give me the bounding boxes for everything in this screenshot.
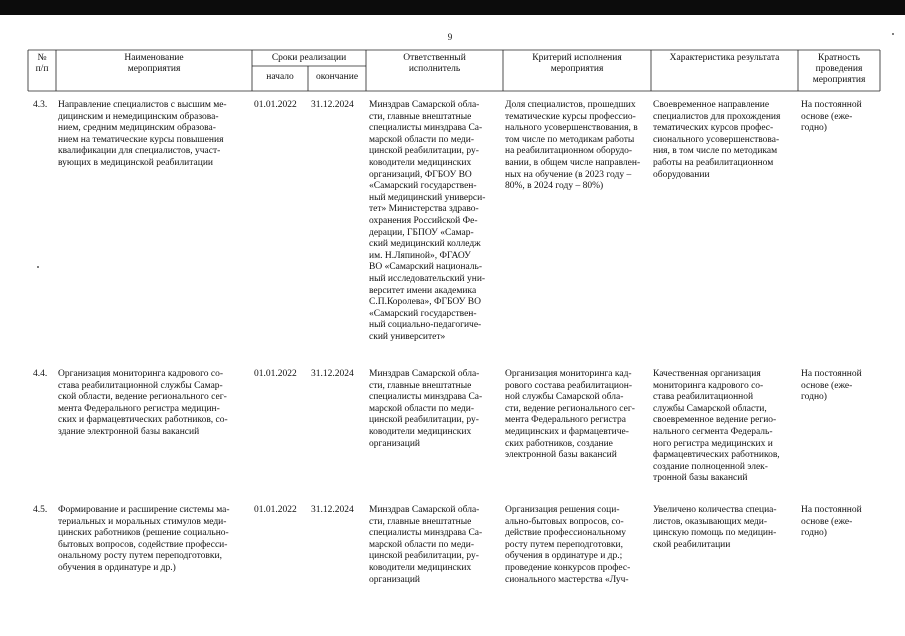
row-criterion: Организация решения соци- ально-бытовых вопросов, со- действие профессиональному росту путем переподготовки, обучения в ординатуре и др.; проведение конкурсов профес- сионального мастерства «Луч-	[505, 505, 631, 585]
row-number: 4.4.	[33, 369, 48, 379]
header-result: Характеристика результата	[669, 53, 780, 63]
header-start: начало	[266, 72, 294, 82]
row-responsible: Минздрав Самарской обла- сти, главные внештатные специалисты минздрава Са- марской области по меди- цинской реабилитации, ру- ководители медицинских организаций	[369, 505, 483, 585]
row-result: Увеличено количества специа- листов, оказывающих меди- цинскую помощь по медицин- ской реабилитации	[653, 505, 777, 550]
scan-speck	[892, 33, 894, 35]
row-criterion: Организация мониторинга кад- рового состава реабилитацион- ной службы Самарской обла- сти, ведение регионального сег- мента Федерального регистра медицинских и фармацевтиче- ских работников, создание электронной базы вакансий	[505, 369, 635, 461]
header-period: Сроки реализации	[271, 53, 347, 63]
row-number: 4.3.	[33, 100, 48, 110]
page-number: 9	[447, 32, 453, 42]
row-start-date: 01.01.2022	[254, 369, 297, 379]
header-num: № п/п	[35, 53, 49, 74]
header-frequency: Кратность проведения мероприятия	[812, 53, 866, 85]
row-result: Своевременное направление специалистов для прохождения тематических курсов профес- сионального усовершенствова- ния, в том числе по методикам работы на реабилитационном оборудовании	[653, 100, 781, 180]
scan-speck	[37, 266, 39, 268]
header-criterion: Критерий исполнения мероприятия	[532, 53, 622, 74]
row-name: Организация мониторинга кадрового со- става реабилитационной службы Самар- ской области, ведение регионального сег- мента Федерального регистра медицин- ских и фармацевтических работников, со- здание электронной базы вакансий	[58, 369, 228, 437]
row-result: Качественная организация мониторинга кадрового со- става реабилитационной службы Самарской области, своевременное ведение регио- нального сегмента Федераль- ного регистра медицинских и фармацевтических работников, создание полноценной элек- тронной базы вакансий	[653, 369, 780, 484]
row-start-date: 01.01.2022	[254, 100, 297, 110]
row-frequency: На постоянной основе (еже- годно)	[801, 505, 862, 539]
row-number: 4.5.	[33, 505, 48, 515]
row-frequency: На постоянной основе (еже- годно)	[801, 100, 862, 134]
row-name: Формирование и расширение системы ма- териальных и моральных стимулов меди- цинских работников (решение социально- бытовых вопросов, содействие професси- ональному росту путем переподготовки, обучения в ординатуре и др.)	[58, 505, 230, 573]
row-responsible: Минздрав Самарской обла- сти, главные внештатные специалисты минздрава Са- марской области по меди- цинской реабилитации, ру- ководители медицинских организаций	[369, 369, 483, 449]
row-end-date: 31.12.2024	[311, 505, 354, 515]
row-frequency: На постоянной основе (еже- годно)	[801, 369, 862, 403]
row-responsible: Минздрав Самарской обла- сти, главные внештатные специалисты минздрава Са- марской области по меди- цинской реабилитации, ру- ководители медицинских организаций, ФГБОУ ВО «Самарский государствен- ный медицинский универси- тет» Министерства здраво- охранения Российской Фе- дерации, ГБПОУ «Самар- ский медицинский колледж им. Н.Ляпиной», ФГАОУ ВО «Самарский националь- ный исследовательский уни- верситет имени академика С.П.Королева», ФГБОУ ВО «Самарский государствен- ный социально-педагогиче- ский университет»	[369, 100, 486, 342]
row-end-date: 31.12.2024	[311, 369, 354, 379]
row-start-date: 01.01.2022	[254, 505, 297, 515]
header-responsible: Ответственный исполнитель	[403, 53, 466, 74]
header-name: Наименование мероприятия	[124, 53, 184, 74]
header-end: окончание	[315, 72, 359, 82]
row-criterion: Доля специалистов, прошедших тематические курсы профессио- нального усовершенствования, в том числе по методикам работы на реабилитационном оборудо- вании, в общем числе направлен- ных на обучение (в 2023 году – 80%, в 2024 году – 80%)	[505, 100, 641, 192]
row-end-date: 31.12.2024	[311, 100, 354, 110]
row-name: Направление специалистов с высшим ме- дицинским и немедицинским образова- нием, средним медицинским образова- нием на тематические курсы повышения квалификации для специалистов, участ- вующих в медицинской реабилитации	[58, 100, 227, 168]
